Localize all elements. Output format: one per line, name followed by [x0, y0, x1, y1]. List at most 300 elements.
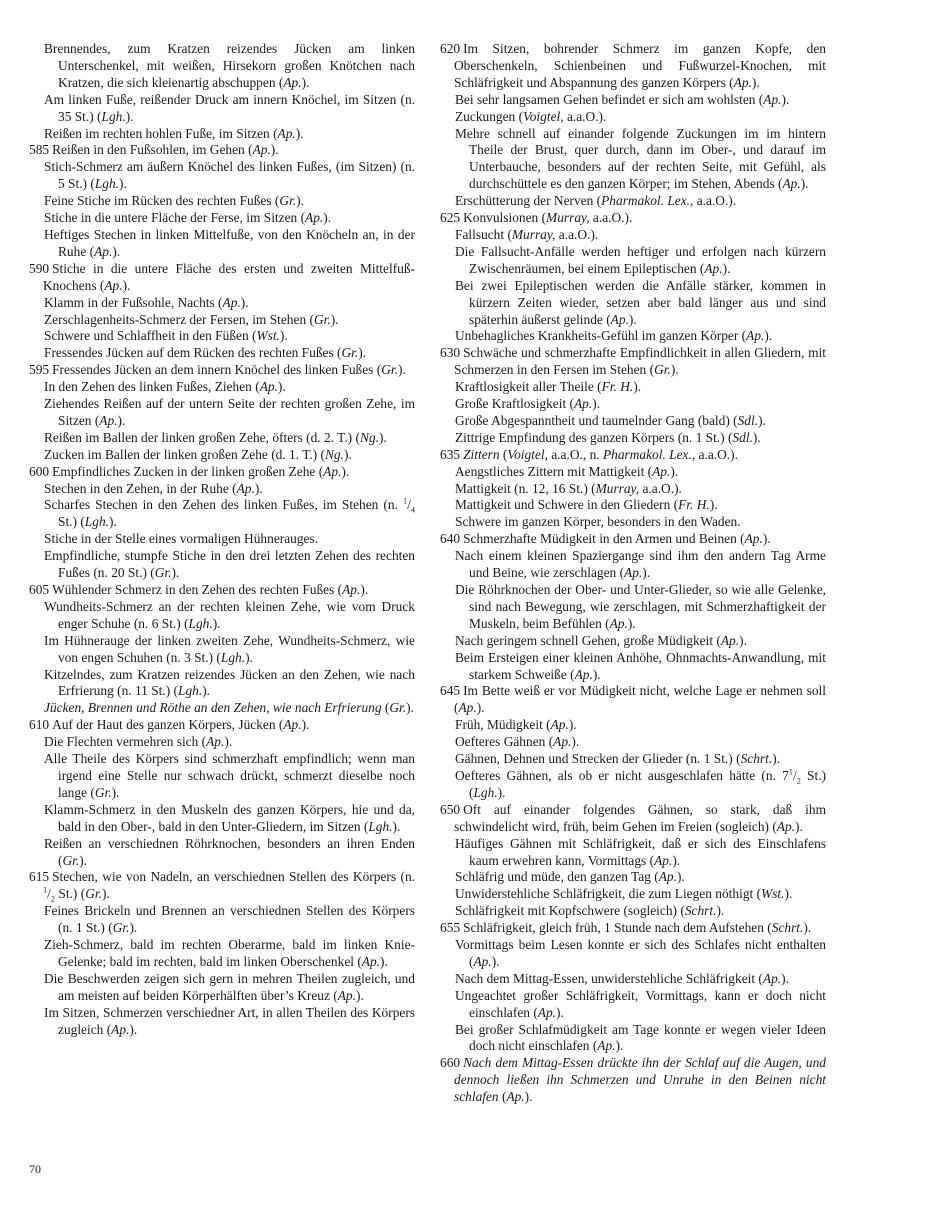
- symptom-entry: [29, 396, 415, 430]
- entry-text: ).: [784, 886, 793, 902]
- entry-text: Feine Stiche im Rücken des rechten Fußes (: [44, 193, 280, 209]
- source-citation: Lgh.: [188, 615, 213, 631]
- entry-text: ).: [752, 429, 761, 445]
- entry-number: 590: [29, 260, 50, 276]
- entry-text: ).: [524, 1089, 533, 1105]
- entry-text: Empfindliche, stumpfe Stiche in den drei letzten Zehen des rechten Fußes (n. 20 St.) (: [44, 548, 415, 581]
- symptom-entry: [440, 768, 826, 802]
- source-citation: Gr.: [94, 784, 112, 800]
- entry-text: Die Beschwerden zeigen sich gern in mehren Theilen zugleich, und am meisten auf beiden Körperhälften über’s Kreuz (: [44, 970, 415, 1003]
- symptom-entry: [440, 396, 826, 413]
- entry-text: Am linken Fuße, reißender Druck am innern Knöchel, im Sitzen (n. 35 St.) (: [44, 91, 415, 124]
- symptom-entry: [440, 126, 826, 194]
- entry-text: ).: [758, 412, 766, 428]
- source-citation: Schrt.: [771, 920, 804, 936]
- symptom-entry: [440, 430, 826, 447]
- entry-text: Auf der Haut des ganzen Körpers, Jücken (: [52, 717, 284, 733]
- symptom-entry: [440, 920, 826, 937]
- entry-text: a.a.O.).: [639, 480, 682, 496]
- entry-text: Nach dem Mittag-Essen, unwiderstehliche Schläfrigkeit (: [455, 970, 763, 986]
- source-citation: Schrt.: [740, 751, 773, 767]
- source-citation: Ap.: [652, 463, 671, 479]
- entry-text: ).: [330, 311, 339, 327]
- entry-text: ).: [491, 953, 500, 969]
- entry-text: (: [498, 1089, 507, 1105]
- source-citation: Gr.: [154, 565, 172, 581]
- entry-text: Stiche in die untere Fläche der Ferse, im Sitzen (: [44, 210, 306, 226]
- entry-text: ).: [341, 463, 350, 479]
- entry-text: 4: [410, 506, 415, 516]
- entry-text: ).: [301, 74, 310, 90]
- entry-text: Stiche in der Stelle eines vormaligen Hühnerauges.: [44, 531, 319, 547]
- entry-text: Im Bette weiß er vor Müdigkeit nicht, welche Lage er nehmen soll (: [454, 683, 826, 716]
- entry-text: ).: [781, 970, 789, 986]
- entry-text: ).: [670, 463, 679, 479]
- source-citation: Ap.: [746, 328, 765, 344]
- source-citation: Schrt.: [684, 903, 717, 919]
- entry-text: ).: [108, 514, 117, 530]
- symptom-entry: [29, 582, 415, 599]
- source-citation: Nach dem Mittag-Essen drückte ihn der Schlaf auf die Augen, und dennoch ließen ihn Schmerzen und Unruhe in den Beinen nicht schlafen: [454, 1055, 826, 1105]
- entry-text: /: [47, 886, 51, 902]
- entry-text: Oefteres Gähnen (: [455, 734, 554, 750]
- entry-text: a.a.O.).: [555, 226, 599, 242]
- source-citation: Ap.: [323, 463, 342, 479]
- source-citation: Ap.: [473, 953, 492, 969]
- entry-text: St.) (: [58, 514, 85, 530]
- entry-text: ).: [722, 260, 731, 276]
- entry-text: 1: [788, 767, 793, 777]
- source-citation: Wst.: [761, 886, 785, 902]
- entry-text: ).: [358, 345, 367, 361]
- entry-text: ).: [571, 734, 580, 750]
- entry-text: Mattigkeit und Schwere in den Gliedern (: [455, 497, 679, 513]
- symptom-entry: [29, 717, 415, 734]
- entry-text: Große Kraftlosigkeit (: [455, 396, 574, 412]
- entry-text: ).: [301, 717, 310, 733]
- entry-text: Stechen, wie von Nadeln, an verschiednen Stellen des Körpers (n.: [52, 869, 415, 885]
- entry-text: ).: [122, 277, 131, 293]
- entry-text: ).: [212, 615, 221, 631]
- entry-number: 635: [440, 446, 461, 462]
- source-citation: Jücken, Brennen und Röthe an den Zehen, wie nach Erfrierung: [44, 700, 382, 716]
- entry-number: 625: [440, 210, 461, 226]
- source-citation: Lgh.: [220, 649, 246, 665]
- entry-number: 610: [29, 717, 50, 733]
- symptom-entry: [29, 92, 415, 126]
- source-citation: Ap.: [574, 666, 593, 682]
- entry-text: Klamm-Schmerz in den Muskeln des ganzen Körpers, hie und da, bald in den Ober-, bald in den Unter-Gliedern, im Sitzen (: [44, 801, 415, 834]
- source-citation: Ap.: [342, 582, 361, 597]
- entry-text: ).: [79, 852, 88, 868]
- symptom-entry: [29, 261, 415, 295]
- entry-text: ).: [397, 362, 406, 378]
- entry-text: Heftiges Stechen in linken Mittelfuße, von den Knöcheln an, in der Ruhe (: [44, 226, 415, 259]
- symptom-entry: [440, 447, 826, 464]
- symptom-entry: [440, 937, 826, 971]
- entry-text: a.a.O., n.: [547, 446, 603, 462]
- entry-text: Unwiderstehliche Schläfrigkeit, die zum Liegen nöthigt (: [455, 886, 762, 902]
- symptom-entry: [440, 988, 826, 1022]
- symptom-entry: [440, 869, 826, 886]
- entry-text: Erschütterung der Nerven (: [455, 193, 602, 209]
- symptom-entry: [29, 836, 415, 870]
- entry-text: 1: [43, 885, 48, 895]
- entry-text: Unbehagliches Krankheits-Gefühl im ganzen Körper (: [455, 328, 747, 344]
- symptom-entry: [29, 481, 415, 498]
- entry-text: Die Röhrknochen der Ober- und Unter-Glieder, so wie alle Gelenke, sind nach Bewegung, wie zerschlagen, mit Schmerzhaftigkeit der Muskeln, beim Befühlen (: [455, 582, 826, 631]
- source-citation: Ap.: [720, 632, 740, 648]
- entry-text: ).: [709, 497, 718, 513]
- entry-text: Zucken im Ballen der linken großen Zehe (d. 1. T.) (: [44, 446, 325, 462]
- source-citation: Ap.: [609, 615, 628, 631]
- symptom-entry: [440, 886, 826, 903]
- entry-number: 620: [440, 41, 461, 56]
- symptom-entry: [29, 345, 415, 362]
- symptom-entry: [440, 836, 826, 870]
- entry-text: Oft auf einander folgendes Gähnen, so stark, daß ihm schwindelicht wird, früh, beim Gehen im Freien (sogleich) (: [454, 801, 826, 834]
- symptom-entry: [29, 497, 415, 531]
- entry-text: 2: [50, 894, 56, 904]
- entry-text: ).: [202, 683, 210, 699]
- symptom-entry: [440, 531, 826, 548]
- entry-text: Ungeachtet großer Schläfrigkeit, Vormittags, kann er doch nicht einschlafen (: [455, 987, 826, 1020]
- source-citation: Gr.: [62, 852, 80, 868]
- source-citation: Voigtel,: [523, 108, 564, 124]
- symptom-entry: [29, 667, 415, 701]
- entry-text: ).: [101, 886, 110, 902]
- symptom-entry: [29, 464, 415, 481]
- entry-text: ).: [279, 328, 288, 344]
- source-citation: Voigtel,: [507, 446, 548, 462]
- symptom-entry: [440, 227, 826, 244]
- source-citation: Ap.: [762, 970, 782, 986]
- entry-text: a.a.O.).: [589, 210, 633, 226]
- entry-text: Nach geringem schnell Gehen, große Müdigkeit (: [455, 632, 721, 648]
- entry-text: Vormittags beim Lesen konnte er sich des Schlafes nicht enthalten (: [455, 937, 826, 969]
- entry-text: Aengstliches Zittern mit Mattigkeit (: [455, 463, 653, 479]
- entry-text: ).: [295, 125, 304, 141]
- symptom-entry: [29, 751, 415, 802]
- entry-text: ).: [762, 531, 771, 547]
- source-citation: Ap.: [550, 717, 569, 733]
- entry-text: Schläfrigkeit mit Kopfschwere (sogleich) (: [455, 903, 685, 919]
- entry-number: 645: [440, 683, 461, 699]
- source-citation: Ap.: [610, 311, 629, 327]
- entry-text: Schwere im ganzen Körper, besonders in den Waden.: [455, 514, 741, 530]
- source-citation: Ap.: [658, 869, 677, 885]
- source-citation: Ap.: [553, 734, 572, 750]
- source-citation: Lgh.: [473, 784, 498, 800]
- source-citation: Gr.: [112, 920, 130, 936]
- symptom-entry: [440, 379, 826, 396]
- source-citation: Ng.: [325, 446, 344, 462]
- source-citation: Fr. H.: [678, 497, 710, 513]
- entry-number: 600: [29, 463, 50, 479]
- symptom-entry: [29, 599, 415, 633]
- entry-text: (: [499, 446, 508, 462]
- source-citation: Pharmakol. Lex.,: [602, 446, 696, 462]
- entry-text: Fressendes Jücken auf dem Rücken des rechten Fußes (: [44, 345, 342, 361]
- source-citation: Ap.: [704, 260, 723, 276]
- entry-text: ).: [676, 869, 685, 885]
- entry-text: ).: [129, 920, 138, 936]
- entry-text: ).: [245, 649, 253, 665]
- symptom-entry: [29, 869, 415, 903]
- entry-text: a.a.O.).: [695, 446, 738, 462]
- symptom-entry: [29, 1005, 415, 1039]
- entry-text: Bei zwei Epileptischen werden die Anfälle stärker, kommen in kürzern Zeiten wieder, setzen aber bald länger aus und sind späterhin äußerst gelinde (: [455, 277, 826, 327]
- entry-text: Oefteres Gähnen, als ob er nicht ausgeschlafen hätte (n. 7: [455, 767, 789, 783]
- entry-number: 605: [29, 582, 50, 597]
- entry-text: Im Sitzen, bohrender Schmerz im ganzen Kopfe, den Oberschenkeln, Schienbeinen und Fußwurzel-Knochen, mit Schläfrigkeit und Abspannung des ganzen Körpers (: [454, 41, 826, 90]
- symptom-entry: [29, 937, 415, 971]
- entry-text: Im Hühnerauge der linken zweiten Zehe, Wundheits-Schmerz, wie von engen Schuhen (n. 3 St.) (: [44, 632, 415, 665]
- source-citation: Gr.: [279, 193, 297, 209]
- entry-text: ).: [615, 1038, 624, 1054]
- entry-text: ).: [125, 108, 134, 124]
- entry-text: Stiche in die untere Fläche des ersten und zweiten Mittelfuß-Knochens (: [43, 260, 415, 293]
- entry-text: ).: [476, 700, 485, 716]
- source-citation: Gr.: [381, 362, 398, 378]
- entry-text: ).: [642, 565, 651, 581]
- symptom-entry: [440, 497, 826, 514]
- symptom-entry: [440, 650, 826, 684]
- entry-text: ).: [270, 142, 279, 158]
- symptom-entry: [440, 683, 826, 717]
- entry-text: Mattigkeit (n. 12, 16 St.) (: [455, 480, 596, 496]
- source-citation: Murray,: [595, 480, 640, 496]
- source-citation: Ap.: [259, 379, 278, 395]
- entry-text: ).: [171, 565, 180, 581]
- source-citation: Ap.: [99, 412, 118, 428]
- source-citation: Ap.: [776, 818, 796, 834]
- symptom-entry: [29, 379, 415, 396]
- entry-text: Empfindliches Zucken in der linken großen Zehe (: [52, 463, 324, 479]
- symptom-entry: [29, 430, 415, 447]
- source-citation: Ap.: [597, 1038, 616, 1054]
- source-citation: Ng.: [359, 429, 379, 445]
- entry-text: Reißen in den Fußsohlen, im Gehen (: [52, 142, 253, 158]
- entry-text: Kraftlosigkeit aller Theile (: [455, 379, 602, 395]
- entry-text: Reißen an verschiednen Röhrknochen, besonders an ihren Enden (: [44, 835, 415, 868]
- symptom-entry: [29, 193, 415, 210]
- symptom-entry: [440, 514, 826, 531]
- entry-text: Nach einem kleinen Spaziergange sind ihm den andern Tag Arme und Beine, wie zerschlagen (: [455, 548, 826, 581]
- symptom-entry: [29, 227, 415, 261]
- entry-text: Die Flechten vermehren sich (: [44, 734, 207, 750]
- entry-text: ).: [716, 903, 725, 919]
- symptom-entry: [440, 1022, 826, 1056]
- source-citation: Ap.: [782, 176, 801, 192]
- symptom-entry: [440, 328, 826, 345]
- source-citation: Ap.: [222, 294, 241, 310]
- symptom-entry: [29, 126, 415, 143]
- entry-text: ).: [343, 446, 352, 462]
- entry-text: ).: [795, 818, 803, 834]
- entry-text: Große Abgespanntheit und taumelnder Gang (bald) (: [455, 412, 738, 428]
- symptom-entry: [29, 447, 415, 464]
- symptom-entry: [440, 751, 826, 768]
- entry-text: Früh, Müdigkeit (: [455, 717, 551, 733]
- source-citation: Ap.: [744, 531, 763, 547]
- symptom-entry: [29, 802, 415, 836]
- entry-text: Zerschlagenheits-Schmerz der Fersen, im Stehen (: [44, 311, 314, 327]
- entry-text: ).: [627, 615, 636, 631]
- entry-text: /: [792, 767, 797, 783]
- symptom-entry: [29, 362, 415, 379]
- symptom-entry: [29, 548, 415, 582]
- symptom-entry: [440, 109, 826, 126]
- entry-text: Zieh-Schmerz, bald im rechten Oberarme, bald im linken Knie-Gelenke; bald im rechten, bald im linken Oberschenkel (: [44, 937, 415, 969]
- symptom-entry: [440, 244, 826, 278]
- entry-text: Ziehendes Reißen auf der untern Seite der rechten großen Zehe, im Sitzen (: [44, 396, 415, 428]
- entry-number: 650: [440, 801, 461, 817]
- entry-text: Schwere und Schlaffheit in den Füßen (: [44, 328, 257, 344]
- symptom-entry: [440, 582, 826, 633]
- entry-text: ).: [800, 176, 809, 192]
- entry-number: 585: [29, 142, 50, 158]
- source-citation: Sdl.: [732, 429, 753, 445]
- entry-text: Fallsucht (: [455, 226, 512, 242]
- entry-text: ).: [751, 74, 760, 90]
- entry-text: Schläfrigkeit, gleich früh, 1 Stunde nach dem Aufstehen (: [463, 920, 772, 936]
- entry-text: Häufiges Gähnen mit Schläfrigkeit, daß er sich des Einschlafens kaum erwehren kann, Vormittags (: [455, 835, 826, 868]
- entry-text: Scharfes Stechen in den Zehen des linken Fußes, im Stehen (n.: [44, 497, 403, 513]
- symptom-entry: [440, 193, 826, 210]
- source-citation: Ap.: [361, 953, 381, 969]
- source-citation: Ap.: [506, 1089, 525, 1105]
- entry-text: Fressendes Jücken an dem innern Knöchel des linken Fußes (: [52, 362, 382, 378]
- entry-text: ).: [112, 243, 121, 259]
- entry-number: 615: [29, 869, 50, 885]
- source-citation: Lgh.: [101, 108, 126, 124]
- entry-text: Reißen im rechten hohlen Fuße, im Sitzen (: [44, 125, 278, 141]
- entry-text: a.a.O.).: [693, 193, 737, 209]
- entry-text: ).: [117, 412, 126, 428]
- entry-text: ).: [764, 328, 773, 344]
- source-citation: Ap.: [763, 91, 782, 107]
- entry-text: Zittrige Empfindung des ganzen Körpers (n. 1 St.) (: [455, 429, 733, 445]
- symptom-entry: [440, 717, 826, 734]
- symptom-entry: [440, 734, 826, 751]
- source-citation: Ap.: [305, 210, 324, 226]
- source-citation: Pharmakol. Lex.,: [601, 193, 694, 209]
- source-citation: Fr. H.: [601, 379, 634, 395]
- entry-text: ).: [355, 987, 364, 1003]
- source-citation: Gr.: [85, 886, 102, 902]
- entry-text: ).: [129, 1021, 138, 1037]
- entry-text: Mehre schnell auf einander folgende Zuckungen im im hintern Theile der Brust, quer durch, dann im Ober-, und darauf im Unterbauche, besonders auf der rechten Seite, mit Gefühl, als durchschüttele es den ganzen Körper; im Stehen, Abends (: [455, 125, 826, 192]
- source-citation: Ap.: [111, 1021, 130, 1037]
- entry-text: Gähnen, Dehnen und Strecken der Glieder (n. 1 St.) (: [455, 751, 741, 767]
- source-citation: Gr.: [341, 345, 359, 361]
- entry-text: ).: [240, 294, 249, 310]
- entry-text: 1: [402, 497, 408, 506]
- symptom-entry: [440, 903, 826, 920]
- symptom-entry: [440, 971, 826, 988]
- source-citation: Lgh.: [84, 514, 109, 530]
- symptom-entry: [440, 464, 826, 481]
- source-citation: Ap.: [252, 142, 271, 158]
- entry-text: Brennendes, zum Kratzen reizendes Jücken am linken Unterschenkel, mit weißen, Hirsekorn großen Knötchen nach Kratzen, die sich kleienartig abschuppen (: [44, 41, 415, 90]
- symptom-entry: [29, 531, 415, 548]
- entry-text: ).: [592, 396, 601, 412]
- entry-text: ).: [380, 953, 388, 969]
- source-citation: Ap.: [337, 987, 356, 1003]
- entry-text: ).: [772, 751, 781, 767]
- entry-text: ).: [633, 379, 642, 395]
- entry-text: Schwäche und schmerzhafte Empfindlichkeit in allen Gliedern, mit Schmerzen in den Fersen im Stehen (: [454, 345, 826, 378]
- symptom-entry: [29, 312, 415, 329]
- symptom-entry: [29, 971, 415, 1005]
- entry-text: ).: [556, 1004, 564, 1020]
- symptom-entry: [440, 92, 826, 109]
- symptom-entry: [29, 328, 415, 345]
- source-citation: Gr.: [654, 362, 671, 378]
- symptom-entry: [440, 413, 826, 430]
- entry-text: Reißen im Ballen der linken großen Zehe, öfters (d. 2. T.) (: [44, 429, 360, 445]
- source-citation: Ap.: [283, 74, 302, 90]
- entry-number: 630: [440, 345, 461, 361]
- symptom-entry: [440, 548, 826, 582]
- source-citation: Wst.: [256, 328, 280, 344]
- symptom-entry: [29, 903, 415, 937]
- symptom-entry: [29, 295, 415, 312]
- symptom-entry: [29, 210, 415, 227]
- entry-number: 595: [29, 362, 50, 378]
- source-citation: Ap.: [236, 480, 255, 496]
- source-citation: Ap.: [624, 565, 643, 581]
- source-citation: Murray,: [511, 226, 556, 242]
- symptom-entry: [440, 278, 826, 329]
- entry-text: Kitzelndes, zum Kratzen reizendes Jücken an den Zehen, wie nach Erfrierung (n. 11 St.) (: [44, 666, 415, 699]
- source-citation: Ap.: [458, 700, 477, 716]
- entry-text: ).: [111, 784, 120, 800]
- entry-text: In den Zehen des linken Fußes, Ziehen (: [44, 379, 260, 395]
- entry-text: Alle Theile des Körpers sind schmerzhaft empfindlich; wenn man irgend eine Stelle nur schwach drückt, schmerzt dieselbe noch lange (: [44, 751, 415, 800]
- entry-text: Klamm in der Fußsohle, Nachts (: [44, 294, 223, 310]
- entry-text: Zuckungen (: [455, 108, 524, 124]
- entry-text: ).: [296, 193, 304, 209]
- source-citation: Ap.: [94, 243, 113, 259]
- entry-text: a.a.O.).: [563, 108, 607, 124]
- entry-text: Bei großer Schlafmüdigkeit am Tage konnte er wegen vieler Ideen doch nicht einschlafen (: [455, 1021, 826, 1054]
- symptom-entry: [29, 159, 415, 193]
- source-citation: Lgh.: [178, 683, 203, 699]
- entry-text: Wundheits-Schmerz an der rechten kleinen Zehe, wie vom Druck enger Schuhe (n. 6 St.) (: [44, 598, 415, 631]
- symptom-entry: [29, 734, 415, 751]
- symptom-entry: [440, 633, 826, 650]
- entry-number: 655: [440, 920, 461, 936]
- entry-text: ).: [672, 852, 681, 868]
- source-citation: Gr.: [389, 700, 407, 716]
- entry-text: Im Sitzen, Schmerzen verschiedner Art, in allen Theilen des Körpers zugleich (: [44, 1004, 415, 1037]
- symptom-entry: [440, 345, 826, 379]
- entry-text: ).: [323, 210, 332, 226]
- entry-text: ).: [781, 91, 790, 107]
- entry-text: Die Fallsucht-Anfälle werden heftiger und erfolgen nach kürzern Zwischenräumen, bei einem Epileptischen (: [455, 243, 826, 276]
- source-citation: Ap.: [277, 125, 296, 141]
- symptom-entry: [440, 481, 826, 498]
- entry-text: Wühlender Schmerz in den Zehen des rechten Fußes (: [52, 582, 343, 597]
- entry-text: ).: [277, 379, 286, 395]
- entry-text: ).: [628, 311, 637, 327]
- entry-text: Feines Brickeln und Brennen an verschiednen Stellen des Körpers (n. 1 St.) (: [44, 903, 415, 936]
- source-citation: Sdl.: [737, 412, 759, 428]
- right-column: [440, 41, 826, 1106]
- entry-text: ).: [119, 176, 127, 192]
